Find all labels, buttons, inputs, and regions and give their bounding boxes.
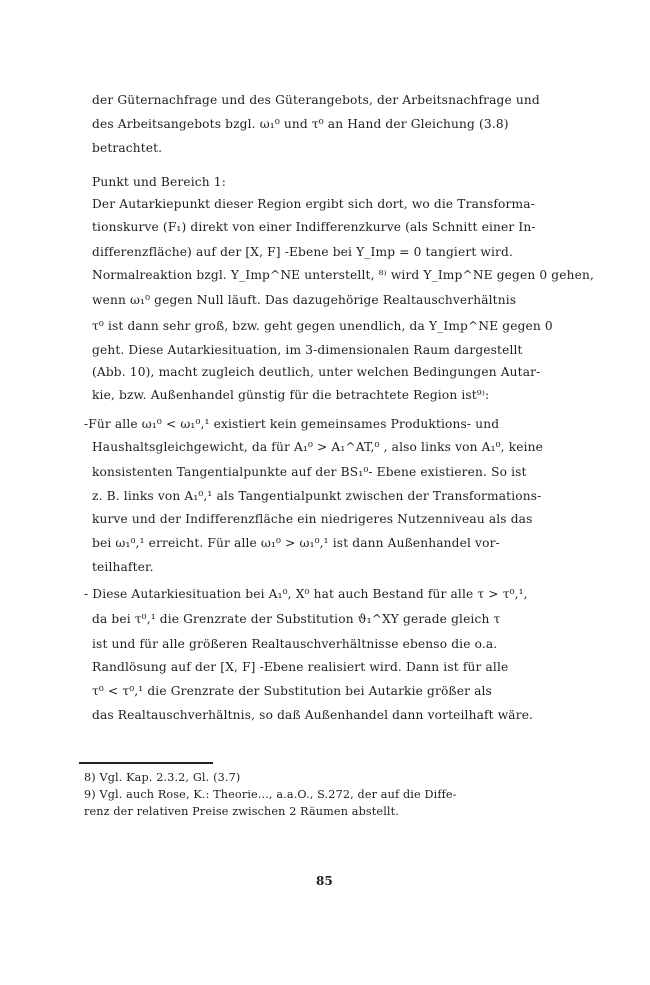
page-number: 85 bbox=[316, 874, 333, 888]
text-line: (Abb. 10), macht zugleich deutlich, unter welchen Bedingungen Autar- bbox=[92, 365, 541, 379]
text-line: ist und für alle größeren Realtauschverhältnisse ebenso die o.a. bbox=[92, 637, 498, 651]
text-line: bei ω₁⁰,¹ erreicht. Für alle ω₁⁰ > ω₁⁰,¹ ist dann Außenhandel vor- bbox=[92, 536, 500, 550]
footnote: 9) Vgl. auch Rose, K.: Theorie..., a.a.O., S.272, der auf die Diffe- bbox=[84, 788, 457, 801]
footnote-divider bbox=[79, 762, 213, 764]
text-line: Randlösung auf der [X, F] -Ebene realisiert wird. Dann ist für alle bbox=[92, 660, 509, 674]
text-line: Der Autarkiepunkt dieser Region ergibt sich dort, wo die Transforma- bbox=[92, 197, 535, 211]
text-line: kie, bzw. Außenhandel günstig für die betrachtete Region ist⁹⁾: bbox=[92, 388, 490, 402]
text-line: geht. Diese Autarkiesituation, im 3-dimensionalen Raum dargestellt bbox=[92, 343, 523, 357]
text-line: wenn ω₁⁰ gegen Null läuft. Das dazugehörige Realtauschverhältnis bbox=[92, 293, 517, 307]
text-line: tionskurve (F₁) direkt von einer Indifferenzkurve (als Schnitt einer In- bbox=[92, 220, 536, 234]
text-line: - Diese Autarkiesituation bei A₁⁰, X⁰ hat auch Bestand für alle τ > τ⁰,¹, bbox=[84, 587, 528, 601]
text-line: Haushaltsgleichgewicht, da für A₁⁰ > A₁^AT,⁰ , also links von A₁⁰, keine bbox=[92, 440, 544, 454]
text-line: teilhafter. bbox=[92, 560, 154, 574]
text-line: da bei τ⁰,¹ die Grenzrate der Substitution ϑ₁^XY gerade gleich τ bbox=[92, 612, 501, 626]
text-line: das Realtauschverhältnis, so daß Außenhandel dann vorteilhaft wäre. bbox=[92, 708, 534, 722]
text-line: z. B. links von A₁⁰,¹ als Tangentialpunkt zwischen der Transformations- bbox=[92, 489, 542, 503]
text-line: konsistenten Tangentialpunkte auf der BS₁⁰- Ebene existieren. So ist bbox=[92, 465, 527, 479]
text-line: betrachtet. bbox=[92, 141, 163, 155]
section-heading: Punkt und Bereich 1: bbox=[92, 175, 226, 189]
text-line: differenzfläche) auf der [X, F] -Ebene bei Y_Imp = 0 tangiert wird. bbox=[92, 245, 513, 259]
text-line: kurve und der Indifferenzfläche ein niedrigeres Nutzenniveau als das bbox=[92, 512, 533, 526]
text-line: der Güternachfrage und des Güterangebots, der Arbeitsnachfrage und bbox=[92, 93, 540, 107]
text-line: Normalreaktion bzgl. Y_Imp^NE unterstellt, ⁸⁾ wird Y_Imp^NE gegen 0 gehen, bbox=[92, 268, 594, 282]
text-line: -Für alle ω₁⁰ < ω₁⁰,¹ existiert kein gemeinsames Produktions- und bbox=[84, 417, 500, 431]
footnote: renz der relativen Preise zwischen 2 Räumen abstellt. bbox=[84, 805, 400, 818]
footnote: 8) Vgl. Kap. 2.3.2, Gl. (3.7) bbox=[84, 771, 241, 784]
text-line: τ⁰ < τ⁰,¹ die Grenzrate der Substitution bei Autarkie größer als bbox=[92, 684, 492, 698]
text-line: des Arbeitsangebots bzgl. ω₁⁰ und τ⁰ an Hand der Gleichung (3.8) bbox=[92, 117, 509, 131]
text-line: τ⁰ ist dann sehr groß, bzw. geht gegen unendlich, da Y_Imp^NE gegen 0 bbox=[92, 319, 553, 333]
